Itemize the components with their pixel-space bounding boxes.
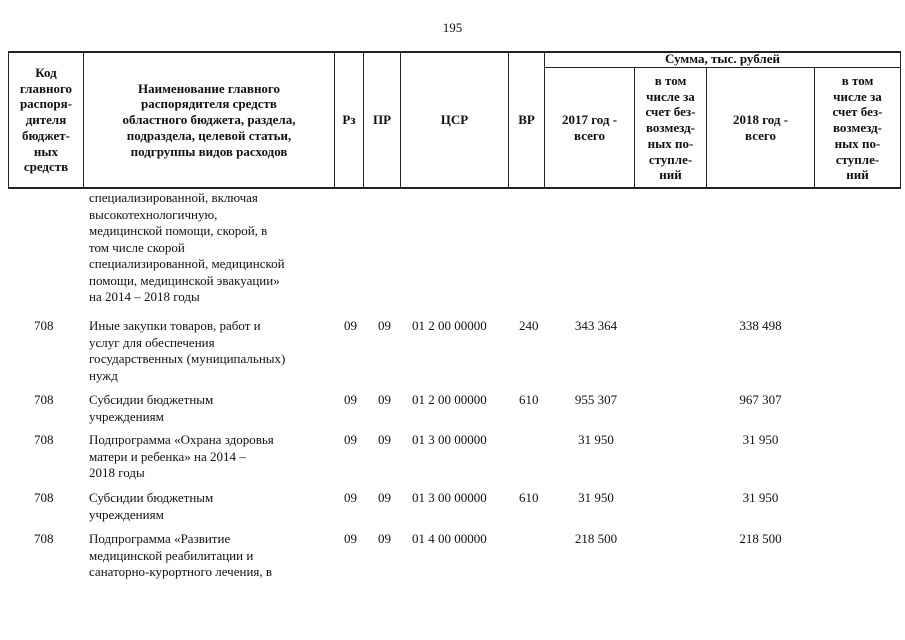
row-rz: 09 [344,392,357,407]
row-code: 708 [34,392,54,407]
header-2018-grants: в том числе за счет без- возмезд- ных по- ступле- ний [832,72,883,183]
header-sum-title: Сумма, тыс. рублей [665,51,780,67]
row-code: 708 [34,490,54,505]
row-rz: 09 [344,318,357,333]
row-code: 708 [34,531,54,546]
row-vr: 240 [519,318,539,333]
row-csr: 01 2 00 00000 [412,318,487,333]
row-sum-2017: 31 950 [578,432,614,447]
row-rz: 09 [344,531,357,546]
row-pr: 09 [378,490,391,505]
row-rz: 09 [344,490,357,505]
row-sum-2017: 343 364 [574,318,618,333]
header-csr: ЦСР [440,112,469,128]
row-sum-2018: 218 500 [739,531,782,546]
row-code: 708 [34,432,54,447]
row-pr: 09 [378,318,391,333]
row-pr: 09 [378,531,391,546]
row-name: Подпрограмма «Охрана здоровья матери и ребенка» на 2014 – 2018 годы [89,432,274,480]
sum-group-divider [544,67,901,68]
row-sum-2018: 338 498 [739,318,782,333]
header-2017-total: 2017 год - всего [561,112,618,143]
header-name: Наименование главного распорядителя средств областного бюджета, раздела, подраздела, целевой статьи, подгруппы видов расходов [122,80,296,159]
row-csr: 01 4 00 00000 [412,531,487,546]
row-vr: 610 [519,490,539,505]
table-header [8,51,901,189]
continuation-text: специализированной, включая высокотехнологичную, медицинской помощи, скорой, в том числе скорой специализированной, медицинской помощи, медицинской эвакуации» на 2014 – 2018 годы [89,190,285,304]
row-name: Субсидии бюджетным учреждениям [89,490,214,522]
row-vr: 610 [519,392,539,407]
row-name: Подпрограмма «Развитие медицинской реабилитации и санаторно-курортного лечения, в [89,531,273,579]
row-pr: 09 [378,432,391,447]
header-pr: ПР [372,112,392,128]
header-code: Код главного распоря- дителя бюджет- ных средств [19,64,73,175]
header-rz: Рз [342,112,356,128]
row-csr: 01 3 00 00000 [412,432,487,447]
col-border [900,51,901,188]
row-sum-2018: 967 307 [739,392,782,407]
row-sum-2018: 31 950 [742,490,779,505]
row-name: Иные закупки товаров, работ и услуг для обеспечения государственных (муниципальных) нужд [89,318,286,383]
header-vr: ВР [518,112,535,128]
row-code: 708 [34,318,54,333]
row-sum-2017: 955 307 [574,392,618,407]
header-2018-total: 2018 год - всего [732,112,789,143]
row-sum-2017: 218 500 [574,531,618,546]
page-number: 195 [442,20,463,35]
row-pr: 09 [378,392,391,407]
row-sum-2018: 31 950 [742,432,779,447]
row-csr: 01 2 00 00000 [412,392,487,407]
header-bottom-border [8,187,901,189]
row-rz: 09 [344,432,357,447]
header-2017-grants: в том числе за счет без- возмезд- ных по- ступле- ний [645,72,696,183]
row-sum-2017: 31 950 [578,490,614,505]
row-name: Субсидии бюджетным учреждениям [89,392,214,424]
row-csr: 01 3 00 00000 [412,490,487,505]
